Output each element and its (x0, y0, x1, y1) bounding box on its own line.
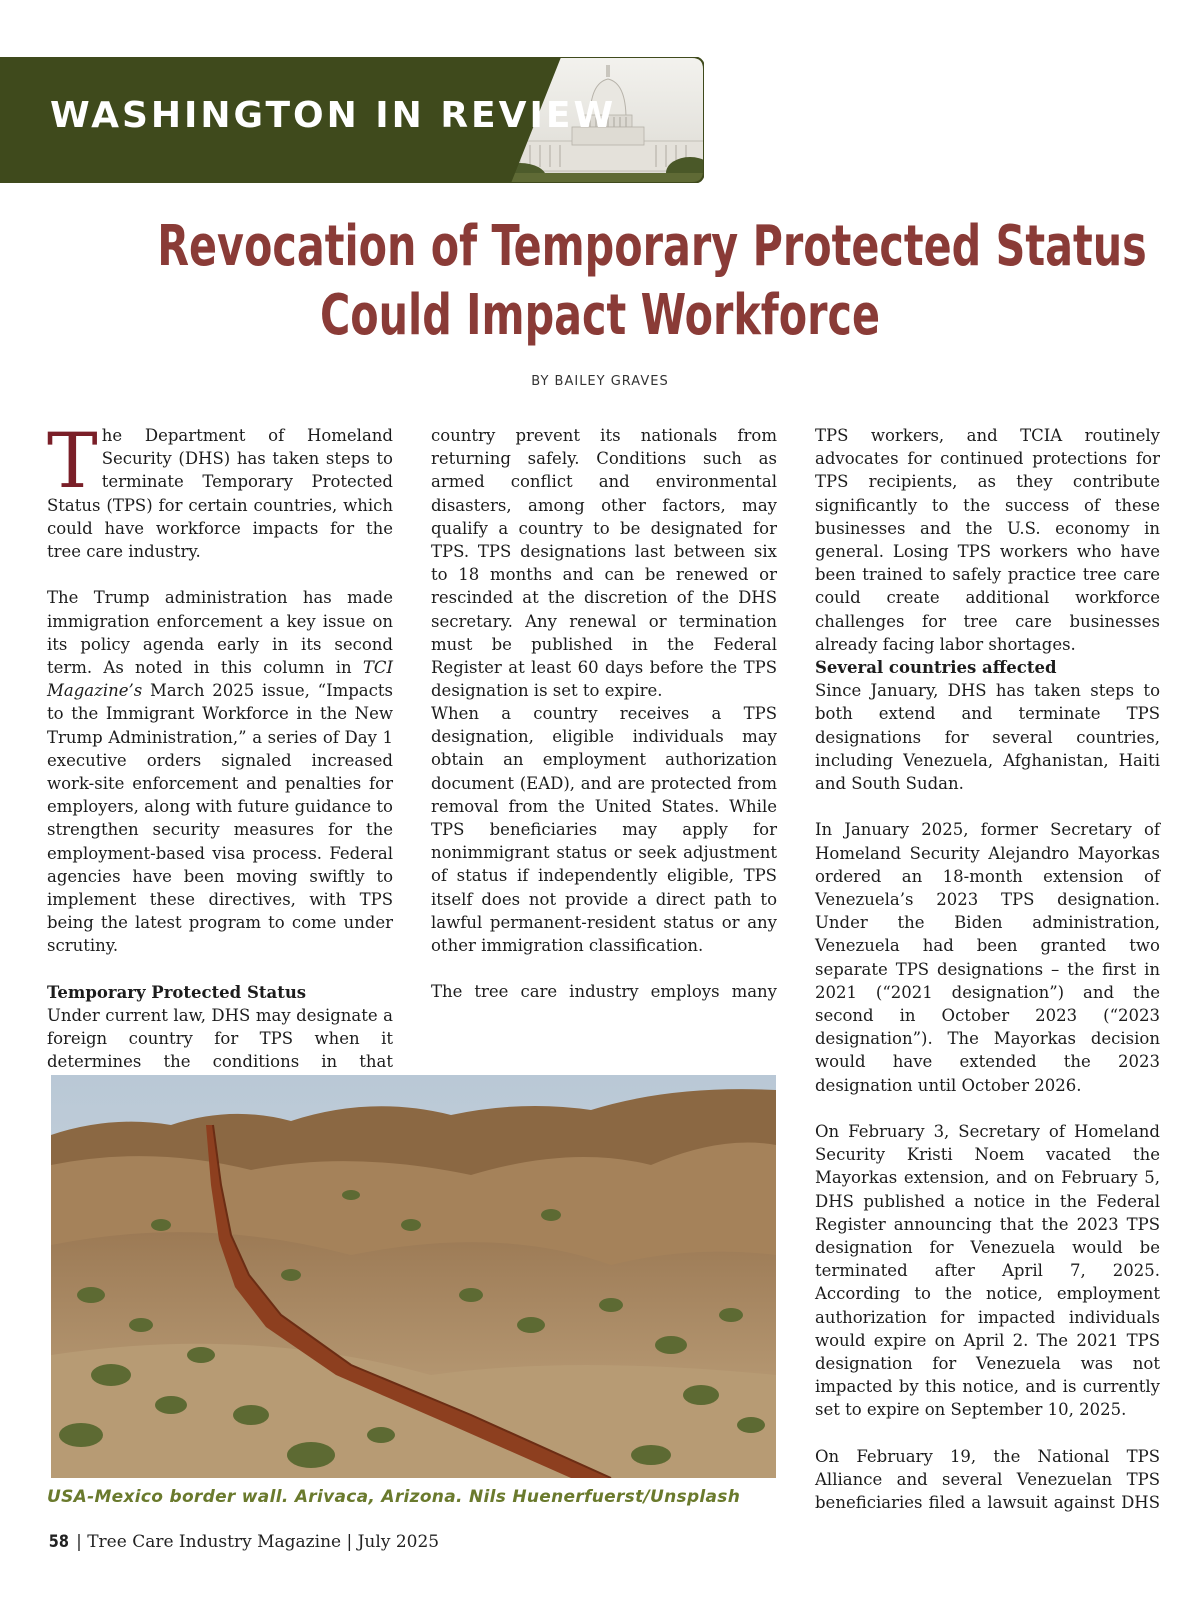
page-footer (47, 1532, 439, 1552)
headline-line-1: Revocation of Temporary Protected Status (157, 214, 1147, 279)
drop-cap: T (47, 416, 98, 505)
paragraph: Since January, DHS has taken steps to both extend and terminate TPS designations for several countries, including Venezuela, Afghanistan, Haiti and South Sudan. (815, 681, 1160, 794)
paragraph: The Department of Homeland Security (DHS) has taken steps to terminate Temporary Protected Status (TPS) for certain countries, which could have workforce impacts for the tree care industry. (47, 416, 393, 562)
paragraph: The Trump administration has made immigration enforcement a key issue on its policy agenda early in its second term. As noted in this column in TCI Magazine’s March 2025 issue, “Impacts to the Immigrant Workforce in the New Trump Administration,” a series of Day 1 executive orders signaled increased work-site enforcement and penalties for employers, along with future guidance to strengthen security measures for the employment-based visa process. Federal agencies have been moving swiftly to implement these directives, with TPS being the latest program to come under scrutiny. (47, 588, 393, 956)
subheading: Temporary Protected Status (47, 982, 307, 1002)
paragraph: On February 19, the National TPS Alliance and several Venezuelan TPS beneficiaries filed a lawsuit against DHS (815, 1446, 1160, 1513)
headline-line-2: Could Impact Workforce (319, 283, 881, 348)
paragraph-continuation: TPS workers, and TCIA routinely advocates for continued protections for TPS recipients, as they contribute significantly to the success of these businesses and the U.S. economy in general. Losing TPS workers who have been trained to safely practice tree care could create additional workforce challenges for tree care businesses already facing labor shortages. (815, 426, 1160, 654)
footer-publication: | Tree Care Industry Magazine | July 2025 (70, 1532, 440, 1552)
section-banner (0, 57, 704, 183)
section-title: WASHINGTON IN REVIEW (50, 95, 617, 136)
border-wall-photo (51, 1075, 776, 1478)
column-3 (815, 424, 1160, 1514)
paragraph: When a country receives a TPS designation, eligible individuals may obtain an employment authorization document (EAD), and are protected from removal from the United States. While TPS beneficiaries may apply for nonimmigrant status or seek adjustment of status if independently eligible, TPS itself does not provide a direct path to lawful permanent-resident status or any other immigration classification. (431, 704, 777, 956)
paragraph: On February 3, Secretary of Homeland Security Kristi Noem vacated the Mayorkas extension, and on February 5, DHS published a notice in the Federal Register announcing that the 2023 TPS designation for Venezuela would be terminated after April 7, 2025. According to the notice, employment authorization for impacted individuals would expire on April 2. The 2021 TPS designation for Venezuela was not impacted by this notice, and is currently set to expire on September 10, 2025. (815, 1122, 1160, 1420)
paragraph-continued: The tree care industry employs many (431, 982, 777, 1002)
column-2 (431, 424, 777, 1003)
subheading: Several countries affected (815, 658, 1057, 677)
paragraph-continuation: country prevent its nationals from returning safely. Conditions such as armed conflict and environmental disasters, among other factors, may qualify a country to be designated for TPS. TPS designations last between six to 18 months and can be renewed or rescinded at the discretion of the DHS secretary. Any renewal or termination must be published in the Federal Register at least 60 days before the TPS designation is set to expire. (431, 426, 777, 701)
paragraph-continued: Under current law, DHS may designate a foreign country for TPS when it determines the conditions in that (47, 1006, 393, 1072)
paragraph: In January 2025, former Secretary of Homeland Security Alejandro Mayorkas ordered an 18-month extension of Venezuela’s 2023 TPS designation. Under the Biden administration, Venezuela had been granted two separate TPS designations – the first in 2021 (“2021 designation”) and the second in October 2023 (“2023 designation”). The Mayorkas decision would have extended the 2023 designation until October 2026. (815, 820, 1160, 1095)
photo-caption: USA-Mexico border wall. Arivaca, Arizona. Nils Huenerfuerst/Unsplash (47, 1487, 741, 1507)
article-headline (157, 212, 1147, 350)
magazine-name: TCI Magazine’s (47, 658, 393, 701)
byline: BY BAILEY GRAVES (531, 374, 669, 389)
column-1 (47, 416, 393, 1074)
page-number: 58 (48, 1532, 69, 1552)
